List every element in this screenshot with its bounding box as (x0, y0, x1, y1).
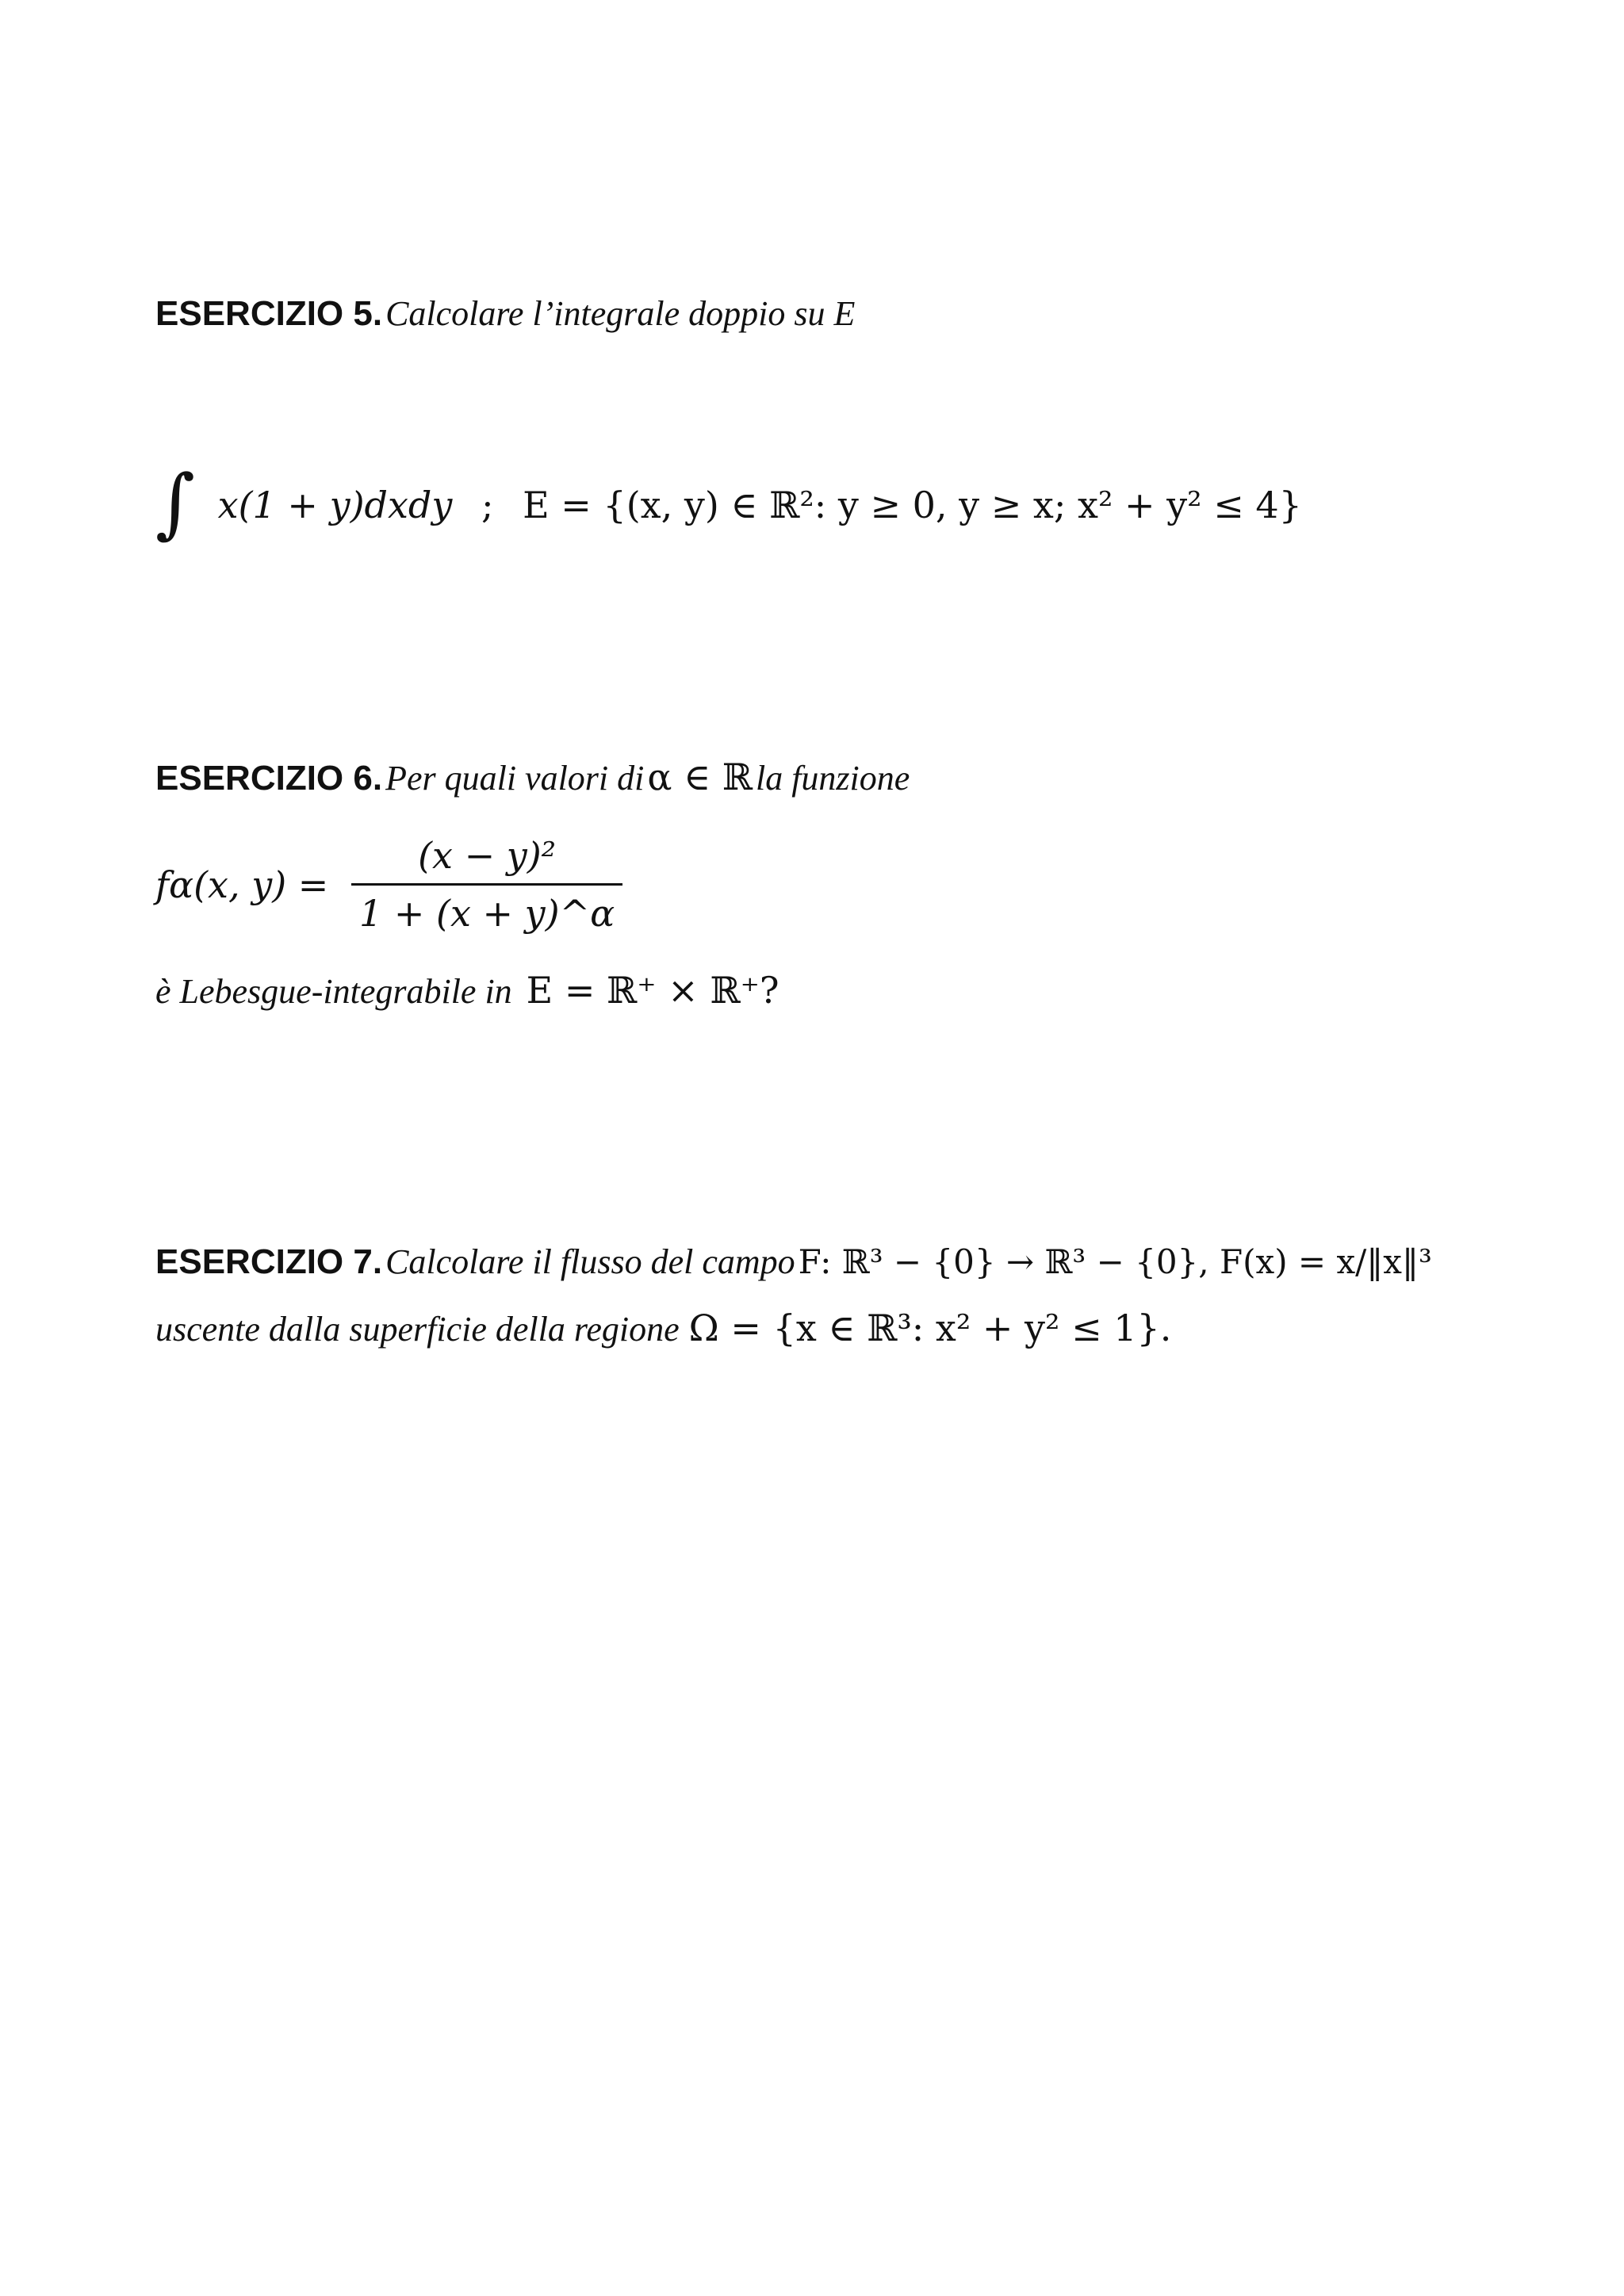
exercise-7-lead: Calcolare il flusso del campo (385, 1242, 795, 1281)
exercise-6-lead-suffix: la funzione (755, 759, 910, 798)
integrand: x(1 + y)dxdy (217, 484, 453, 526)
fraction-numerator: (x − y)² (351, 834, 622, 886)
set-definition: E = {(x, y) ∈ ℝ²: y ≥ 0, y ≥ x; x² + y² ≤ 4} (523, 484, 1302, 526)
exercise-6-heading: ESERCIZIO 6. (155, 759, 383, 798)
exercise-6-question (155, 966, 1551, 1024)
exercise-7-line-2 (155, 1300, 1551, 1365)
exercise-7-line-2-text: uscente dalla superficie della regione (155, 1310, 680, 1349)
exercise-7-heading: ESERCIZIO 7. (155, 1242, 383, 1281)
fraction (351, 834, 622, 935)
exercise-6-lead-math: α ∈ ℝ (647, 756, 753, 798)
exercise-6-function (155, 834, 1551, 935)
question-math: E = ℝ⁺ × ℝ⁺? (526, 969, 779, 1012)
function-lhs: fα(x, y) = (155, 863, 329, 906)
exercise-7 (155, 1237, 1551, 1365)
exercise-5-heading: ESERCIZIO 5. (155, 294, 383, 333)
exercise-6-lead-prefix: Per quali valori di (385, 759, 645, 798)
exercise-6 (155, 753, 1551, 1024)
exercise-5-lead: Calcolare l’integrale doppio su E (385, 294, 856, 333)
exercise-5 (155, 292, 1551, 547)
exercise-5-formula (155, 447, 1551, 547)
exercise-5-title (155, 292, 1551, 344)
fraction-denominator: 1 + (x + y)^α (358, 892, 615, 935)
exercise-6-title (155, 753, 1551, 810)
region-definition: Ω = {x ∈ ℝ³: x² + y² ≤ 1}. (688, 1307, 1172, 1349)
integral-sign: ∫ (155, 458, 196, 547)
field-definition: F: ℝ³ − {0} → ℝ³ − {0}, F(x) = x/‖x‖³ (798, 1242, 1432, 1281)
question-text: è Lebesgue-integrabile in (155, 972, 512, 1011)
exercise-7-line-1 (155, 1237, 1551, 1295)
formula-separator: ; (481, 484, 494, 526)
